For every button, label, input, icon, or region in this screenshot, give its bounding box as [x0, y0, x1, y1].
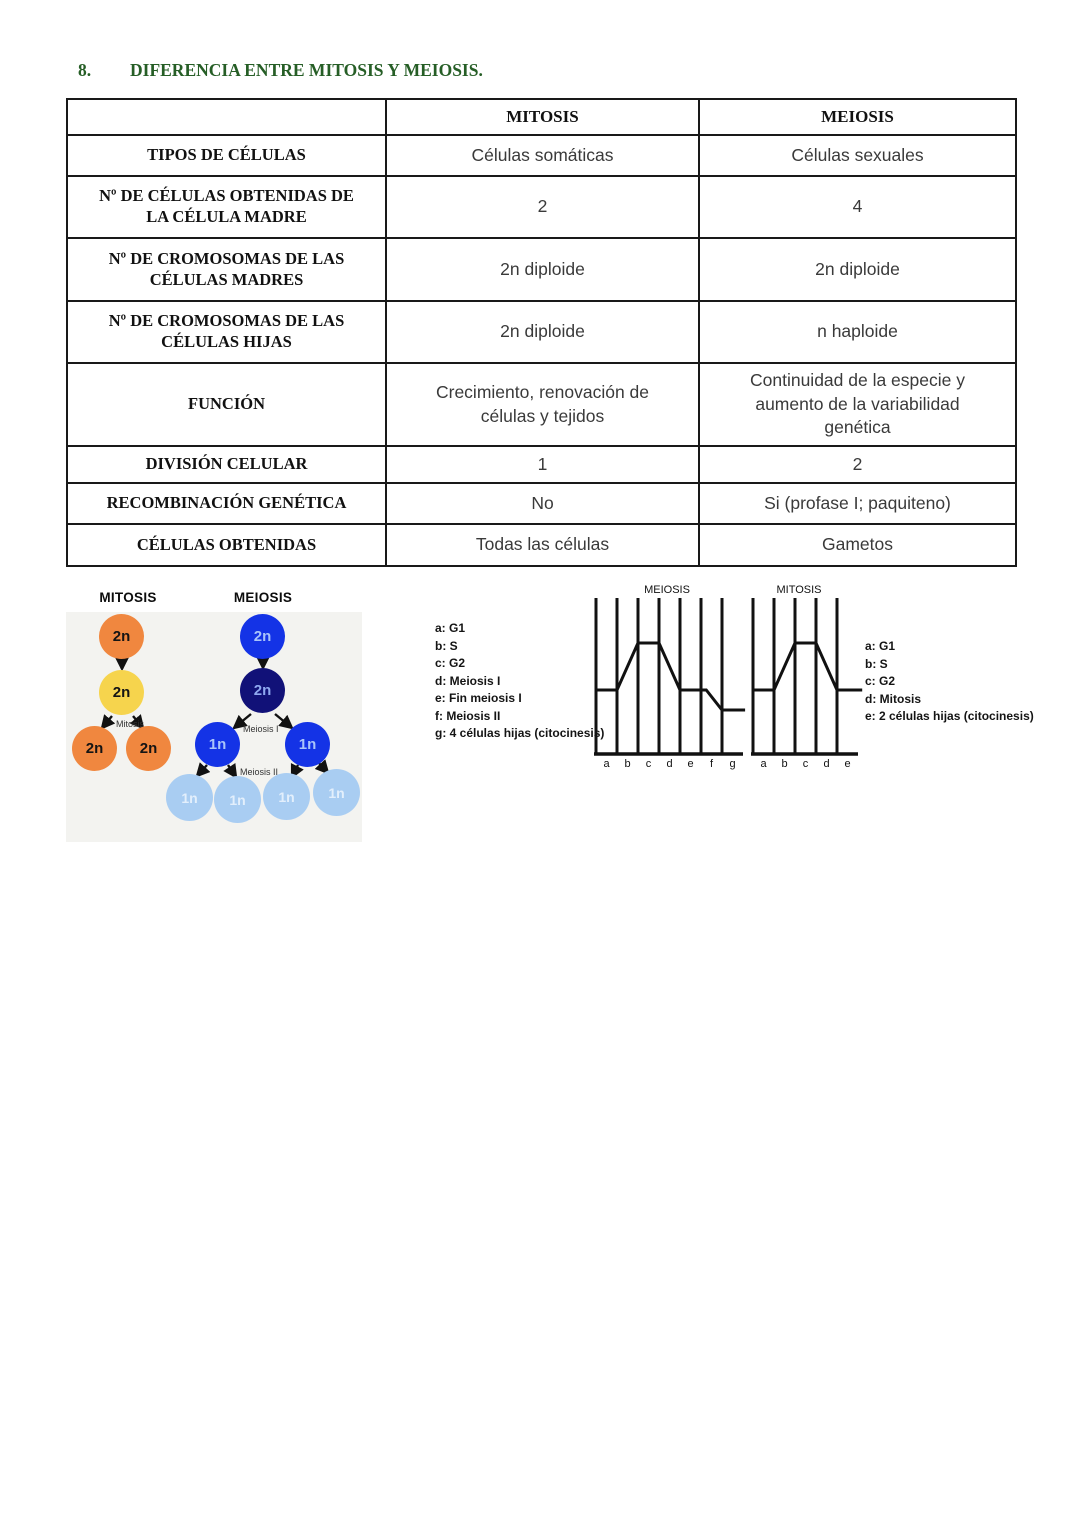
mitosis-graph-title: MITOSIS	[776, 584, 822, 596]
meiosis-ii-cell: 1n	[313, 769, 360, 816]
meiosis-dividing-cell: 2n	[240, 668, 285, 713]
row-label: CÉLULAS OBTENIDAS	[67, 524, 386, 566]
meiosis-value: 2	[699, 446, 1016, 483]
mitosis-value: 2n diploide	[386, 301, 699, 363]
axis-letter: d	[823, 758, 830, 770]
mitosis-value: 2	[386, 176, 699, 238]
mitosis-parent-cell: 2n	[99, 614, 144, 659]
meiosis-i-arrow-label: Meiosis I	[243, 724, 279, 734]
mitosis-value: Todas las células	[386, 524, 699, 566]
mitosis-graph	[751, 584, 875, 777]
row-label: TIPOS DE CÉLULAS	[67, 135, 386, 176]
row-label: FUNCIÓN	[67, 363, 386, 446]
meiosis-parent-cell: 2n	[240, 614, 285, 659]
mitosis-value: No	[386, 483, 699, 524]
meiosis-graph-title: MEIOSIS	[644, 584, 690, 596]
axis-letter: a	[760, 758, 767, 770]
mitosis-value: Crecimiento, renovación de células y tejidos	[386, 363, 699, 446]
axis-letter: b	[781, 758, 788, 770]
meiosis-graph	[594, 584, 754, 777]
table-row	[67, 363, 1016, 446]
table-row	[67, 135, 1016, 176]
header-empty	[67, 99, 386, 135]
comparison-table	[66, 98, 1017, 567]
meiosis-value: n haploide	[699, 301, 1016, 363]
table-row	[67, 446, 1016, 483]
mitosis-daughter-cell: 2n	[126, 726, 171, 771]
ploidy-diagram	[66, 588, 368, 846]
meiosis-graph-plot	[594, 597, 754, 772]
meiosis-value: Células sexuales	[699, 135, 1016, 176]
meiosis-graph-legend	[435, 620, 604, 743]
legend-item: a: G1	[435, 621, 466, 635]
table-header-row	[67, 99, 1016, 135]
legend-item: d: Meiosis I	[435, 673, 501, 688]
header-mitosis: MITOSIS	[386, 99, 699, 135]
table-row	[67, 238, 1016, 301]
mitosis-daughter-cell: 2n	[72, 726, 117, 771]
axis-letter: a	[603, 758, 610, 770]
mitosis-value: Células somáticas	[386, 135, 699, 176]
axis-letter: d	[666, 758, 673, 770]
legend-item: g: 4 células hijas (citocinesis)	[435, 726, 605, 740]
axis-letter: c	[802, 758, 809, 770]
row-label: DIVISIÓN CELULAR	[67, 446, 386, 483]
mitosis-value: 1	[386, 446, 699, 483]
legend-item: c: G2	[865, 674, 896, 688]
legend-item: b: S	[865, 656, 888, 671]
table-row	[67, 483, 1016, 524]
mitosis-arrow-label: Mitosis	[116, 719, 145, 729]
row-label: Nº DE CÉLULAS OBTENIDAS DE LA CÉLULA MADRE	[67, 176, 386, 238]
axis-letter: c	[645, 758, 652, 770]
section-title: DIFERENCIA ENTRE MITOSIS Y MEIOSIS.	[130, 60, 483, 80]
table-row	[67, 524, 1016, 566]
meiosis-i-cell: 1n	[195, 722, 240, 767]
legend-item: e: Fin meiosis I	[435, 691, 522, 705]
section-heading	[78, 60, 978, 81]
mitosis-dividing-cell: 2n	[99, 670, 144, 715]
legend-item: c: G2	[435, 656, 466, 670]
row-label: Nº DE CROMOSOMAS DE LAS CÉLULAS HIJAS	[67, 301, 386, 363]
row-label: Nº DE CROMOSOMAS DE LAS CÉLULAS MADRES	[67, 238, 386, 301]
meiosis-ii-arrow-label: Meiosis II	[240, 767, 279, 777]
mitosis-graph-legend	[865, 638, 1034, 726]
axis-letter: b	[624, 758, 631, 770]
legend-item: d: Mitosis	[865, 691, 921, 706]
mitosis-value: 2n diploide	[386, 238, 699, 301]
meiosis-ii-cell: 1n	[263, 773, 310, 820]
section-number: 8.	[78, 60, 92, 80]
row-label: RECOMBINACIÓN GENÉTICA	[67, 483, 386, 524]
table-row	[67, 176, 1016, 238]
axis-letter: f	[709, 758, 714, 770]
table-row	[67, 301, 1016, 363]
meiosis-value: 4	[699, 176, 1016, 238]
diagram-meiosis-title: MEIOSIS	[233, 590, 293, 605]
mitosis-graph-plot	[751, 597, 875, 772]
axis-letter: e	[844, 758, 851, 770]
header-meiosis: MEIOSIS	[699, 99, 1016, 135]
axis-letter: g	[729, 758, 736, 770]
meiosis-i-cell: 1n	[285, 722, 330, 767]
diagram-mitosis-title: MITOSIS	[99, 590, 157, 605]
meiosis-value: Gametos	[699, 524, 1016, 566]
meiosis-ii-cell: 1n	[214, 776, 261, 823]
meiosis-value: Si (profase I; paquiteno)	[699, 483, 1016, 524]
axis-letter: e	[687, 758, 694, 770]
meiosis-value: Continuidad de la especie y aumento de la variabilidad genética	[699, 363, 1016, 446]
meiosis-value: 2n diploide	[699, 238, 1016, 301]
legend-item: e: 2 células hijas (citocinesis)	[865, 709, 1034, 723]
legend-item: b: S	[435, 638, 458, 653]
meiosis-ii-cell: 1n	[166, 774, 213, 821]
legend-item: f: Meiosis II	[435, 708, 501, 723]
legend-item: a: G1	[865, 639, 896, 653]
